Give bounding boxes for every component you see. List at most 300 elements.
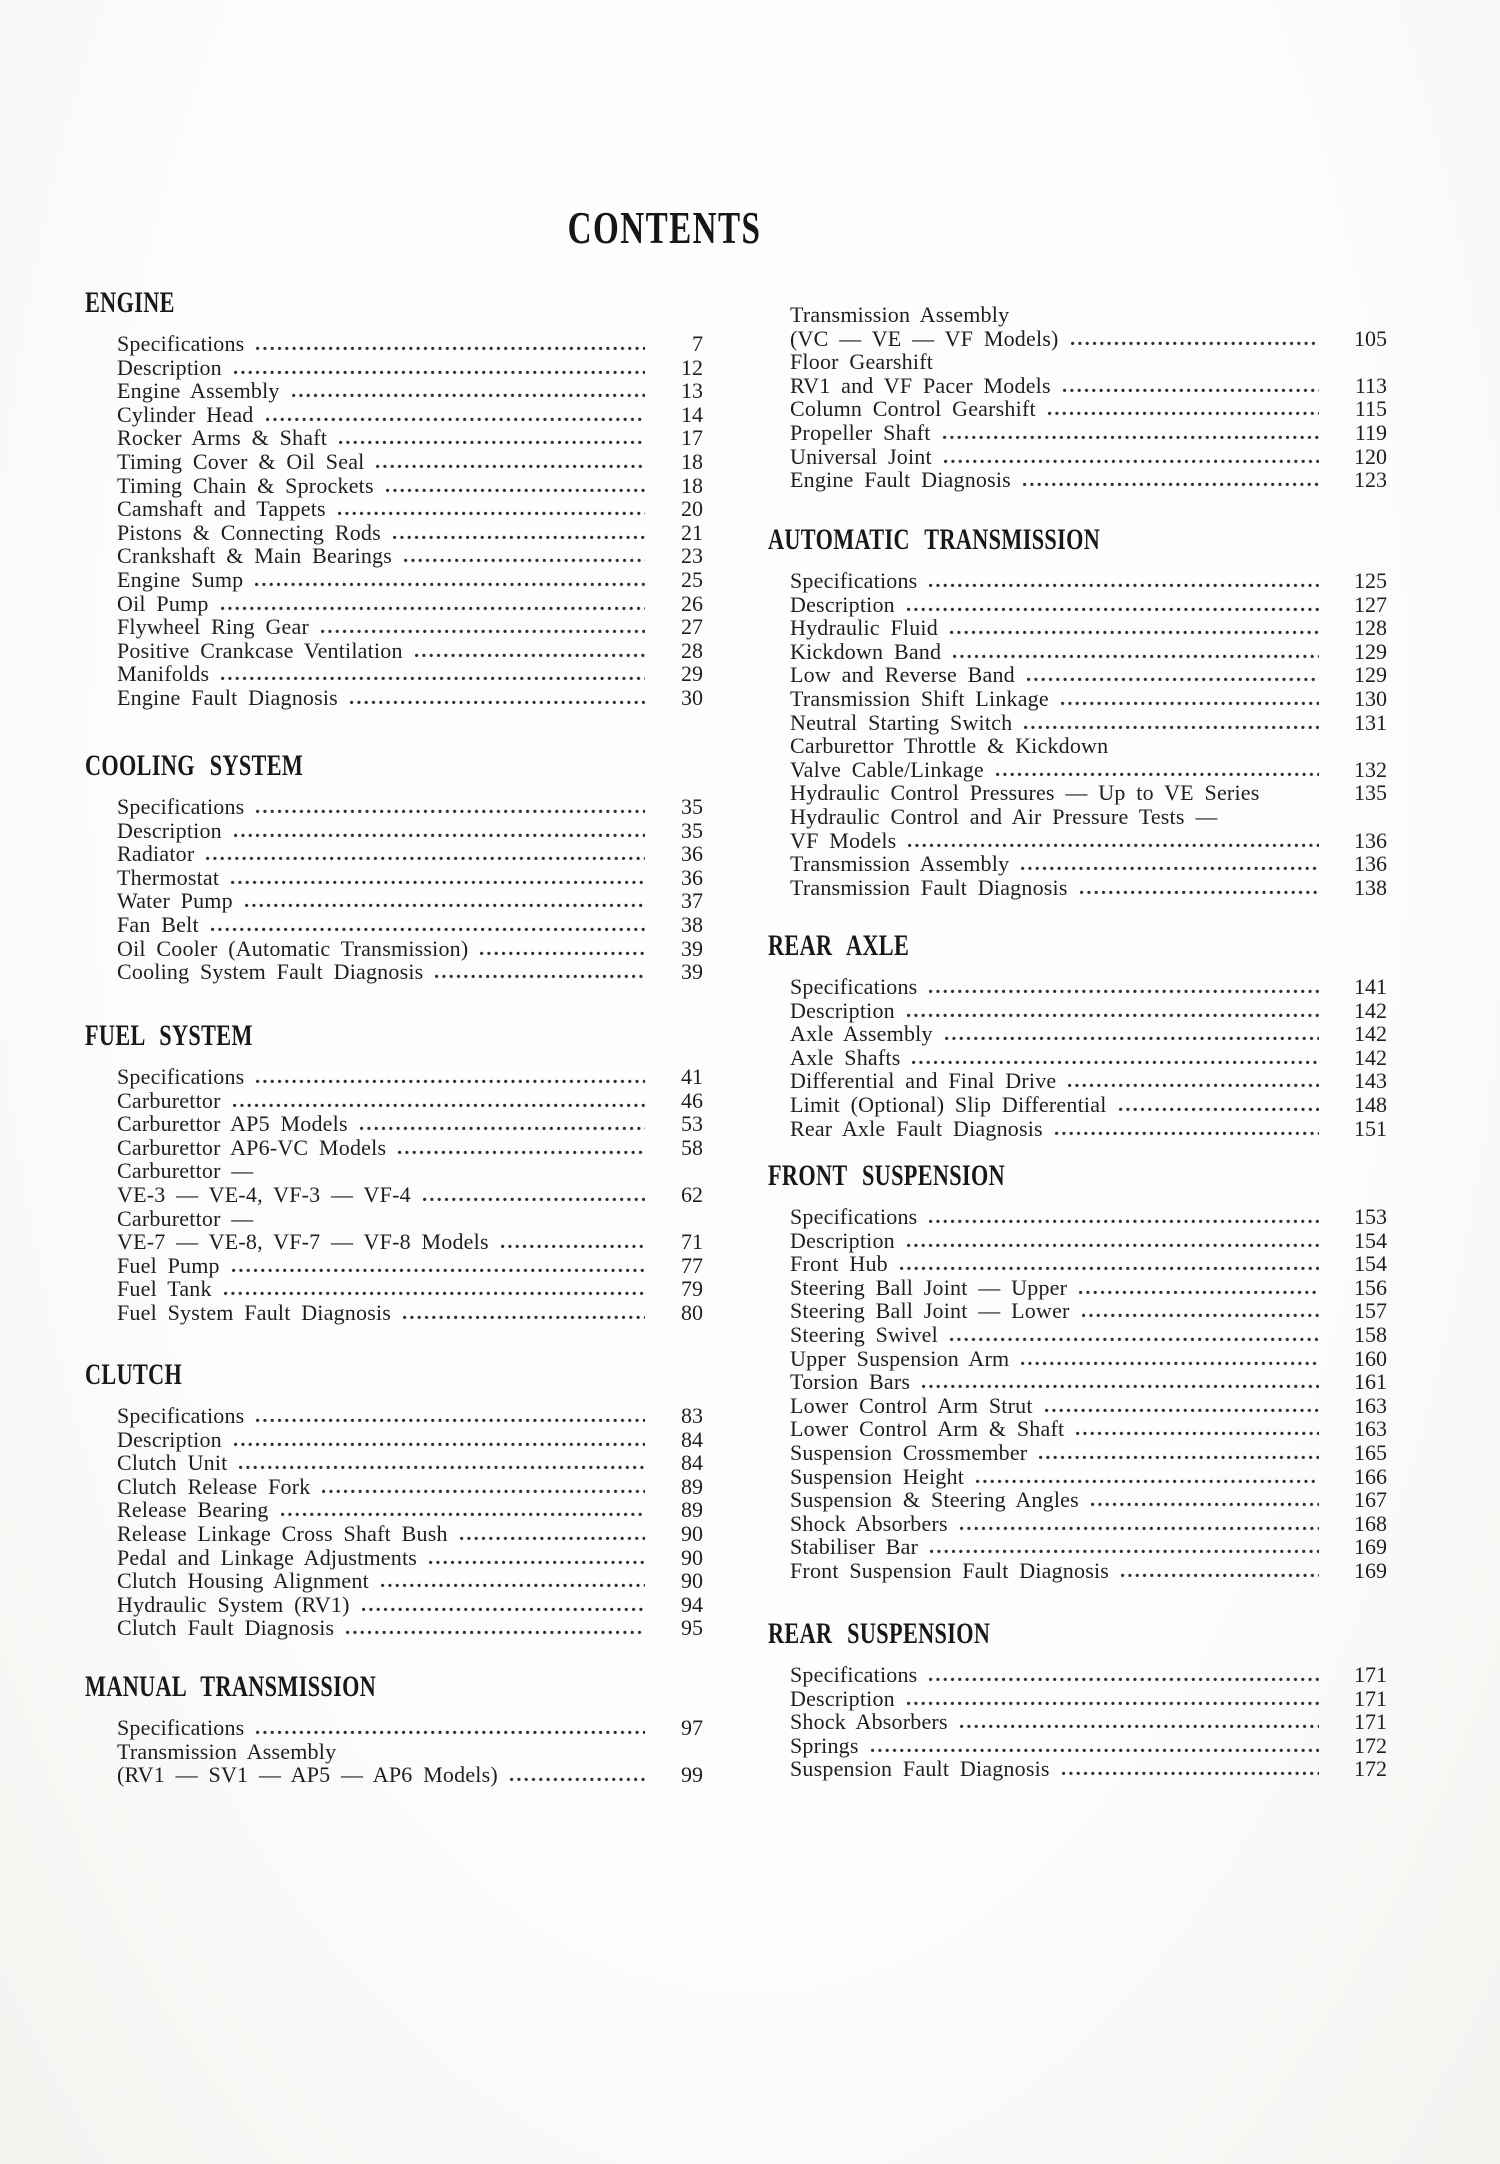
toc-entry [117,1089,703,1113]
toc-entry [117,1136,703,1160]
dot-leader [460,1536,645,1541]
dot-leader [381,1583,645,1588]
entry-label: Specifications [790,568,918,593]
toc-entry [117,1546,703,1570]
page-title-text: CONTENTS [568,202,762,253]
entry-page-number: 142 [1354,997,1387,1023]
dot-leader [907,1701,1319,1706]
entry-page-number: 83 [681,1403,703,1428]
toc-entry [790,1252,1387,1276]
section-entries [768,1663,1387,1781]
entry-page-number: 77 [681,1252,703,1278]
entry-label: Carburettor [117,1087,221,1113]
toc-entry [117,819,703,843]
entry-page-number: 135 [1354,780,1387,806]
entry-page-number: 171 [1354,1685,1387,1711]
entry-page-number: 71 [681,1229,703,1255]
entry-page-number: 35 [681,817,703,843]
dot-leader [435,974,645,979]
toc-entry [790,999,1387,1023]
dot-leader [403,1315,645,1320]
entry-page-number: 53 [681,1111,703,1137]
entry-page-number: 12 [681,354,703,380]
toc-entry [117,960,703,984]
entry-page-number: 90 [681,1520,703,1546]
toc-section [85,288,703,710]
toc-entry [117,332,703,356]
dot-leader [322,1489,645,1494]
dot-leader [1021,1361,1319,1366]
entry-label: Description [117,1426,222,1452]
entry-label: Limit (Optional) Slip Differential [790,1091,1107,1117]
toc-entry [790,711,1387,735]
toc-entry [790,1687,1387,1711]
entry-page-number: 39 [681,935,703,961]
toc-entry [117,474,703,498]
section-entries [768,1205,1387,1583]
toc-entry [117,592,703,616]
dot-leader [945,1036,1319,1041]
entry-page-number: 163 [1354,1392,1387,1418]
dot-leader [256,1079,645,1084]
dot-leader [912,1060,1319,1065]
entry-label: Clutch Fault Diagnosis [117,1615,335,1641]
dot-leader [266,417,645,422]
toc-entry [117,1763,703,1787]
toc-entry [790,1734,1387,1758]
entry-page-number: 7 [692,331,703,356]
toc-entry [117,795,703,819]
entry-label: Clutch Housing Alignment [117,1568,369,1594]
entry-label: Thermostat [117,864,220,890]
toc-section [768,525,1387,899]
dot-leader [871,1748,1319,1753]
toc-section [768,1619,1387,1781]
entry-label: Description [117,354,222,380]
entry-label: VE-3 — VE-4, VF-3 — VF-4 [117,1181,411,1207]
entry-page-number: 120 [1354,443,1387,469]
toc-entry [790,593,1387,617]
entry-label: Hydraulic Fluid [790,615,938,641]
dot-leader [234,370,645,375]
entry-label: Description [790,1685,895,1711]
entry-label: Timing Chain & Sprockets [117,472,374,498]
toc-entry [790,350,1387,374]
dot-leader [256,1418,645,1423]
entry-page-number: 28 [681,637,703,663]
dot-leader [922,1384,1319,1389]
toc-section [85,1672,703,1787]
leader-spacer [1272,796,1320,800]
entry-page-number: 166 [1354,1463,1387,1489]
dot-leader [1021,866,1319,871]
toc-entry [117,889,703,913]
toc-entry [790,1205,1387,1229]
dot-leader [953,654,1319,659]
entry-label: Carburettor — [117,1158,254,1184]
entry-label: Clutch Release Fork [117,1473,311,1499]
entry-label: Steering Swivel [790,1321,938,1347]
dot-leader [929,583,1319,588]
entry-label: Axle Assembly [790,1021,933,1047]
entry-label: Positive Crankcase Ventilation [117,637,403,663]
toc-entry [790,758,1387,782]
entry-label: Release Linkage Cross Shaft Bush [117,1520,448,1546]
dot-leader [1119,1107,1319,1112]
entry-label: Pedal and Linkage Adjustments [117,1544,418,1570]
entry-page-number: 171 [1354,1662,1387,1687]
toc-entry [790,468,1387,492]
entry-page-number: 99 [681,1762,703,1788]
dot-leader [429,1560,645,1565]
entry-page-number: 157 [1354,1298,1387,1324]
dot-leader [1068,1083,1319,1088]
toc-entry [117,662,703,686]
dot-leader [423,1197,645,1202]
toc-entry [790,1093,1387,1117]
entry-label: RV1 and VF Pacer Models [790,372,1051,398]
entry-label: Pistons & Connecting Rods [117,519,381,545]
entry-page-number: 46 [681,1087,703,1113]
entry-label: Description [790,997,895,1023]
dot-leader [1063,388,1319,393]
entry-page-number: 84 [681,1450,703,1476]
entry-page-number: 129 [1354,662,1387,688]
entry-page-number: 123 [1354,467,1387,493]
entry-page-number: 89 [681,1473,703,1499]
dot-leader [415,653,645,658]
entry-label: Transmission Assembly [117,1738,337,1764]
entry-label: Hydraulic Control Pressures — Up to VE Series [790,780,1260,806]
dot-leader [233,1103,645,1108]
dot-leader [206,856,645,861]
dot-leader [338,511,645,516]
entry-label: Engine Sump [117,566,244,592]
entry-label: Lower Control Arm Strut [790,1392,1033,1418]
entry-page-number: 172 [1354,1732,1387,1758]
entry-label: Front Hub [790,1251,888,1277]
entry-page-number: 154 [1354,1227,1387,1253]
entry-label: Floor Gearshift [790,349,934,375]
dot-leader [393,535,645,540]
entry-label: Description [790,591,895,617]
entry-page-number: 169 [1354,1534,1387,1560]
entry-label: Valve Cable/Linkage [790,756,984,782]
toc-entry [117,842,703,866]
toc-entry [117,450,703,474]
section-heading: FRONT SUSPENSION [768,1159,1006,1192]
toc-entry [117,1065,703,1089]
entry-page-number: 142 [1354,1021,1387,1047]
toc-section [768,303,1387,492]
entry-page-number: 136 [1354,827,1387,853]
toc-entry [117,615,703,639]
entry-label: Transmission Fault Diagnosis [790,874,1068,900]
toc-entry [117,426,703,450]
toc-entry [790,421,1387,445]
toc-entry [790,876,1387,900]
entry-label: Torsion Bars [790,1369,911,1395]
dot-leader [404,558,645,563]
entry-label: Specifications [117,794,245,819]
entry-label: Transmission Assembly [790,302,1010,327]
entry-label: Description [790,1227,895,1253]
toc-entry [117,686,703,710]
toc-entry [117,1159,703,1183]
entry-label: Radiator [117,841,195,867]
toc-section [85,751,703,984]
dot-leader [321,629,645,634]
section-heading: REAR AXLE [768,929,910,962]
entry-page-number: 20 [681,496,703,522]
dot-leader [1082,1313,1319,1318]
entry-label: Stabiliser Bar [790,1534,919,1560]
dot-leader [256,346,645,351]
entry-page-number: 25 [681,566,703,592]
dot-leader [234,833,645,838]
entry-page-number: 169 [1354,1557,1387,1583]
dot-leader [930,1549,1319,1554]
dot-leader [1121,1573,1319,1578]
dot-leader [245,903,645,908]
entry-label: Low and Reverse Band [790,662,1015,688]
entry-page-number: 132 [1354,756,1387,782]
toc-entry [117,1183,703,1207]
entry-label: Manifolds [117,661,210,687]
entry-label: Specifications [117,1403,245,1428]
toc-entry [790,734,1387,758]
dot-leader [231,880,645,885]
entry-label: Hydraulic System (RV1) [117,1591,350,1617]
section-entries [768,303,1387,492]
toc-entry [790,1229,1387,1253]
entry-label: Axle Shafts [790,1044,901,1070]
toc-entry [790,616,1387,640]
toc-entry [790,781,1387,805]
entry-page-number: 79 [681,1276,703,1302]
entry-page-number: 41 [681,1064,703,1089]
dot-leader [232,1268,645,1273]
toc-entry [790,397,1387,421]
entry-page-number: 37 [681,888,703,914]
dot-leader [1071,341,1319,346]
entry-page-number: 160 [1354,1345,1387,1371]
section-heading: COOLING SYSTEM [85,749,304,782]
toc-entry [790,1323,1387,1347]
dot-leader [221,606,645,611]
entry-label: Carburettor AP5 Models [117,1111,348,1137]
entry-page-number: 84 [681,1426,703,1452]
toc-entry [790,1276,1387,1300]
toc-entry [790,1370,1387,1394]
dot-leader [1024,725,1319,730]
entry-label: Column Control Gearshift [790,396,1036,422]
entry-label: Crankshaft & Main Bearings [117,543,392,569]
entry-label: Suspension Crossmember [790,1439,1028,1465]
entry-page-number: 131 [1354,709,1387,735]
dot-leader [1091,1502,1319,1507]
toc-entry [117,521,703,545]
toc-entry [790,445,1387,469]
dot-leader [362,1607,645,1612]
entry-page-number: 97 [681,1715,703,1740]
section-heading: ENGINE [85,286,175,319]
dot-leader [346,1630,645,1635]
entry-label: Specifications [790,974,918,999]
dot-leader [1027,677,1319,682]
entry-page-number: 26 [681,590,703,616]
toc-entry [117,1616,703,1640]
entry-page-number: 167 [1354,1487,1387,1513]
entry-label: Timing Cover & Oil Seal [117,448,365,474]
entry-label: Engine Fault Diagnosis [117,684,338,710]
toc-entry [117,913,703,937]
entry-label: Rocker Arms & Shaft [117,425,328,451]
entry-label: (RV1 — SV1 — AP5 — AP6 Models) [117,1762,498,1788]
toc-entry [117,1404,703,1428]
toc-entry [117,356,703,380]
dot-leader [929,989,1319,994]
section-entries [768,975,1387,1140]
dot-leader [1076,1431,1319,1436]
section-entries [85,795,703,984]
dot-leader [943,435,1319,440]
entry-label: (VC — VE — VF Models) [790,325,1059,351]
toc-entry [790,805,1387,829]
entry-page-number: 172 [1354,1756,1387,1782]
entry-label: Hydraulic Control and Air Pressure Tests — [790,803,1218,829]
entry-page-number: 151 [1354,1115,1387,1141]
entry-page-number: 168 [1354,1510,1387,1536]
entry-label: Specifications [117,1064,245,1089]
entry-page-number: 130 [1354,685,1387,711]
dot-leader [224,1291,645,1296]
entry-label: VF Models [790,827,897,853]
entry-page-number: 143 [1354,1068,1387,1094]
dot-leader [501,1244,645,1249]
dot-leader [900,1266,1319,1271]
entry-label: Suspension & Steering Angles [790,1487,1079,1513]
entry-label: Lower Control Arm & Shaft [790,1416,1065,1442]
toc-entry [790,663,1387,687]
entry-label: Springs [790,1732,859,1758]
entry-label: Cooling System Fault Diagnosis [117,959,424,985]
toc-entry [117,1498,703,1522]
dot-leader [256,1730,645,1735]
dot-leader [929,1677,1319,1682]
section-entries [85,1065,703,1325]
toc-entry [117,1593,703,1617]
toc-entry [117,1277,703,1301]
entry-page-number: 153 [1354,1204,1387,1229]
dot-leader [950,1337,1319,1342]
toc-entry [117,1207,703,1231]
entry-label: Kickdown Band [790,638,942,664]
dot-leader [256,809,645,814]
dot-leader [996,772,1319,777]
entry-page-number: 125 [1354,568,1387,593]
entry-page-number: 90 [681,1568,703,1594]
entry-label: VE-7 — VE-8, VF-7 — VF-8 Models [117,1229,489,1255]
toc-entry [790,303,1387,327]
entry-label: Specifications [790,1662,918,1687]
entry-label: Neutral Starting Switch [790,709,1013,735]
toc-entry [790,829,1387,853]
toc-entry [117,1112,703,1136]
entry-page-number: 141 [1354,974,1387,999]
dot-leader [239,1465,645,1470]
toc-entry [117,379,703,403]
dot-leader [221,676,645,681]
entry-label: Transmission Assembly [790,851,1010,877]
entry-page-number: 17 [681,425,703,451]
toc-section [85,1360,703,1640]
toc-entry [790,852,1387,876]
entry-label: Suspension Height [790,1463,965,1489]
entry-label: Fan Belt [117,911,199,937]
entry-page-number: 154 [1354,1251,1387,1277]
toc-entry [117,568,703,592]
toc-entry [790,569,1387,593]
entry-label: Fuel System Fault Diagnosis [117,1299,392,1325]
dot-leader [960,1724,1319,1729]
entry-label: Shock Absorbers [790,1709,948,1735]
section-heading: FUEL SYSTEM [85,1019,253,1052]
entry-page-number: 128 [1354,615,1387,641]
section-heading: REAR SUSPENSION [768,1617,991,1650]
entry-label: Shock Absorbers [790,1510,948,1536]
entry-page-number: 136 [1354,851,1387,877]
toc-entry [790,1394,1387,1418]
dot-leader [1023,482,1319,487]
dot-leader [1061,701,1319,706]
entry-label: Carburettor AP6-VC Models [117,1134,387,1160]
entry-label: Upper Suspension Arm [790,1345,1010,1371]
toc-entry [790,1757,1387,1781]
toc-entry [117,1428,703,1452]
entry-label: Specifications [117,1715,245,1740]
section-entries [85,1404,703,1640]
entry-label: Rear Axle Fault Diagnosis [790,1115,1043,1141]
toc-entry [117,1254,703,1278]
entry-label: Flywheel Ring Gear [117,614,310,640]
section-heading: MANUAL TRANSMISSION [85,1670,377,1703]
entry-page-number: 39 [681,959,703,985]
entry-page-number: 119 [1354,419,1387,445]
entry-label: Oil Cooler (Automatic Transmission) [117,935,469,961]
entry-page-number: 165 [1354,1439,1387,1465]
dot-leader [480,951,645,956]
entry-label: Propeller Shaft [790,419,931,445]
dot-leader [1048,411,1319,416]
toc-entry [790,1417,1387,1441]
entry-label: Front Suspension Fault Diagnosis [790,1557,1110,1583]
toc-entry [117,1569,703,1593]
dot-leader [376,464,645,469]
entry-page-number: 158 [1354,1321,1387,1347]
toc-entry [790,1488,1387,1512]
entry-label: Cylinder Head [117,401,254,427]
toc-entry [117,1475,703,1499]
entry-page-number: 30 [681,684,703,710]
dot-leader [929,1219,1319,1224]
toc-section [768,931,1387,1140]
entry-label: Suspension Fault Diagnosis [790,1756,1050,1782]
dot-leader [211,927,645,932]
dot-leader [234,1442,645,1447]
toc-entry [117,1740,703,1764]
section-entries [85,1716,703,1787]
